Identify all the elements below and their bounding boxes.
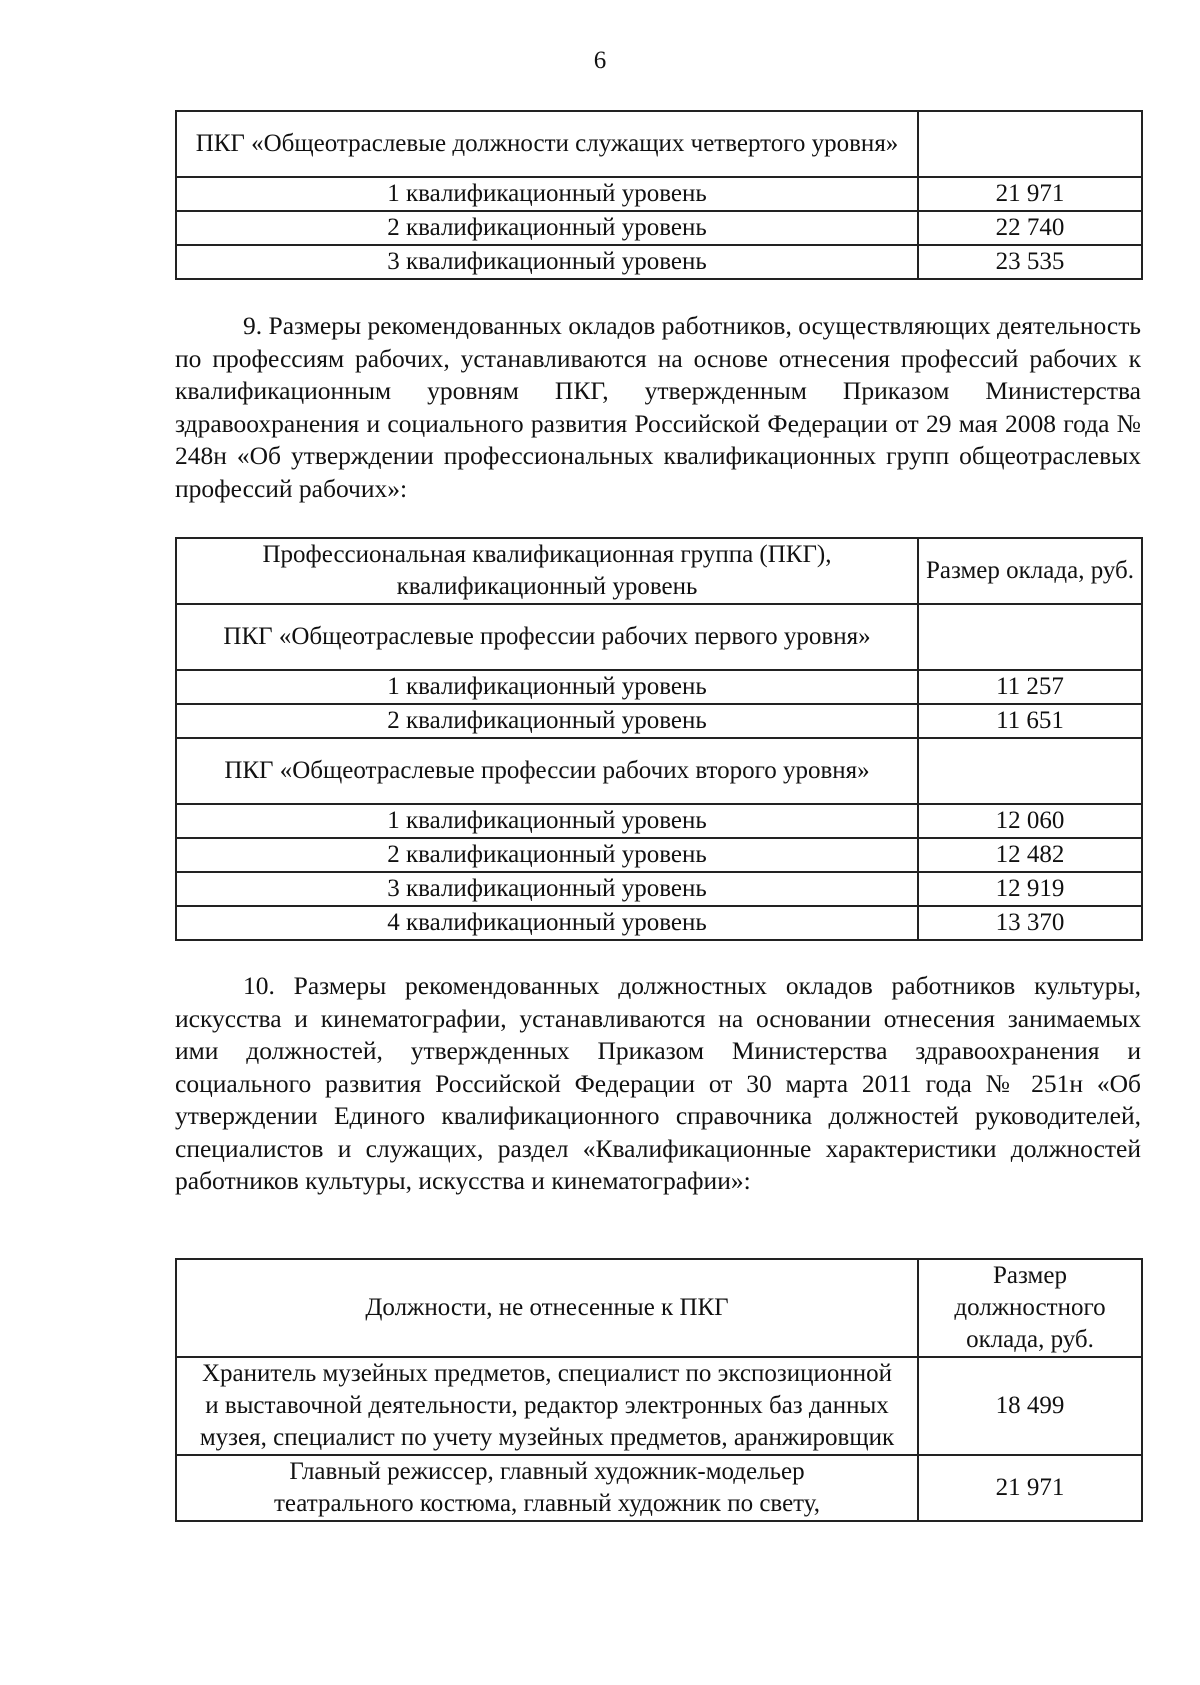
salary-cell: 12 919 [918,872,1142,906]
level-cell: 1 квалификационный уровень [176,670,918,704]
table-row [176,838,1142,872]
level-cell: 3 квалификационный уровень [176,245,918,279]
level-cell: 2 квалификационный уровень [176,704,918,738]
level-cell: 4 квалификационный уровень [176,906,918,940]
salary-cell: 21 971 [918,177,1142,211]
header-positions: Должности, не отнесенные к ПКГ [176,1259,918,1357]
table-row [176,245,1142,279]
table-worker-professions [175,537,1143,941]
table-row [176,604,1142,670]
page-number: 6 [593,47,607,74]
header-salary: Размер должностного оклада, руб. [918,1259,1142,1357]
salary-cell: 11 257 [918,670,1142,704]
paragraph-10: 10. Размеры рекомендованных должностных окладов работников культуры, искусства и кинематографии, устанавливаются на основании отнесения занимаемых ими должностей, утвержденных Приказом Министерства здравоохранения и социального развития Российской Федерации от 30 марта 2011 года № 251н «Об утверждении Единого квалификационного справочника должностей руководителей, специалистов и служащих, раздел «Квалификационные характеристики должностей работников культуры, искусства и кинематографии»: [175,971,1141,1195]
table-row [176,211,1142,245]
group-title: ПКГ «Общеотраслевые профессии рабочих второго уровня» [176,738,918,804]
position-cell: Хранитель музейных предметов, специалист по экспозиционной и выставочной деятельности, редактор электронных баз данных музея, специалист по учету музейных предметов, аранжировщик [176,1357,918,1455]
group-title: ПКГ «Общеотраслевые профессии рабочих первого уровня» [176,604,918,670]
level-cell: 3 квалификационный уровень [176,872,918,906]
table-row [176,177,1142,211]
level-cell: 2 квалификационный уровень [176,211,918,245]
empty-cell [918,738,1142,804]
empty-cell [918,111,1142,177]
paragraph-9: 9. Размеры рекомендованных окладов работников, осуществляющих деятельность по профессиям рабочих, устанавливаются на основе отнесения профессий рабочих к квалификационным уровням ПКГ, утвержденным Приказом Министерства здравоохранения и социального развития Российской Федерации от 29 мая 2008 года № 248н «Об утверждении профессиональных квалификационных групп общеотраслевых профессий рабочих»: [175,311,1141,503]
salary-cell: 11 651 [918,704,1142,738]
table-header-row [176,538,1142,604]
salary-cell: 21 971 [918,1455,1142,1521]
table-row [176,906,1142,940]
table-row [176,1455,1142,1521]
table-culture-positions [175,1258,1143,1522]
salary-cell: 22 740 [918,211,1142,245]
salary-cell: 12 482 [918,838,1142,872]
table-row [176,1357,1142,1455]
position-cell: Главный режиссер, главный художник-модельер театрального костюма, главный художник по свету, [176,1455,918,1521]
level-cell: 2 квалификационный уровень [176,838,918,872]
salary-cell: 23 535 [918,245,1142,279]
table-row [176,111,1142,177]
level-cell: 1 квалификационный уровень [176,177,918,211]
level-cell: 1 квалификационный уровень [176,804,918,838]
table-row [176,804,1142,838]
table-header-row [176,1259,1142,1357]
table-row [176,704,1142,738]
table-office-workers-level4 [175,110,1143,280]
salary-cell: 12 060 [918,804,1142,838]
header-group-level: Профессиональная квалификационная группа (ПКГ), квалификационный уровень [176,538,918,604]
empty-cell [918,604,1142,670]
header-salary: Размер оклада, руб. [918,538,1142,604]
salary-cell: 13 370 [918,906,1142,940]
group-title: ПКГ «Общеотраслевые должности служащих четвертого уровня» [176,111,918,177]
salary-cell: 18 499 [918,1357,1142,1455]
table-row [176,670,1142,704]
table-row [176,738,1142,804]
table-row [176,872,1142,906]
